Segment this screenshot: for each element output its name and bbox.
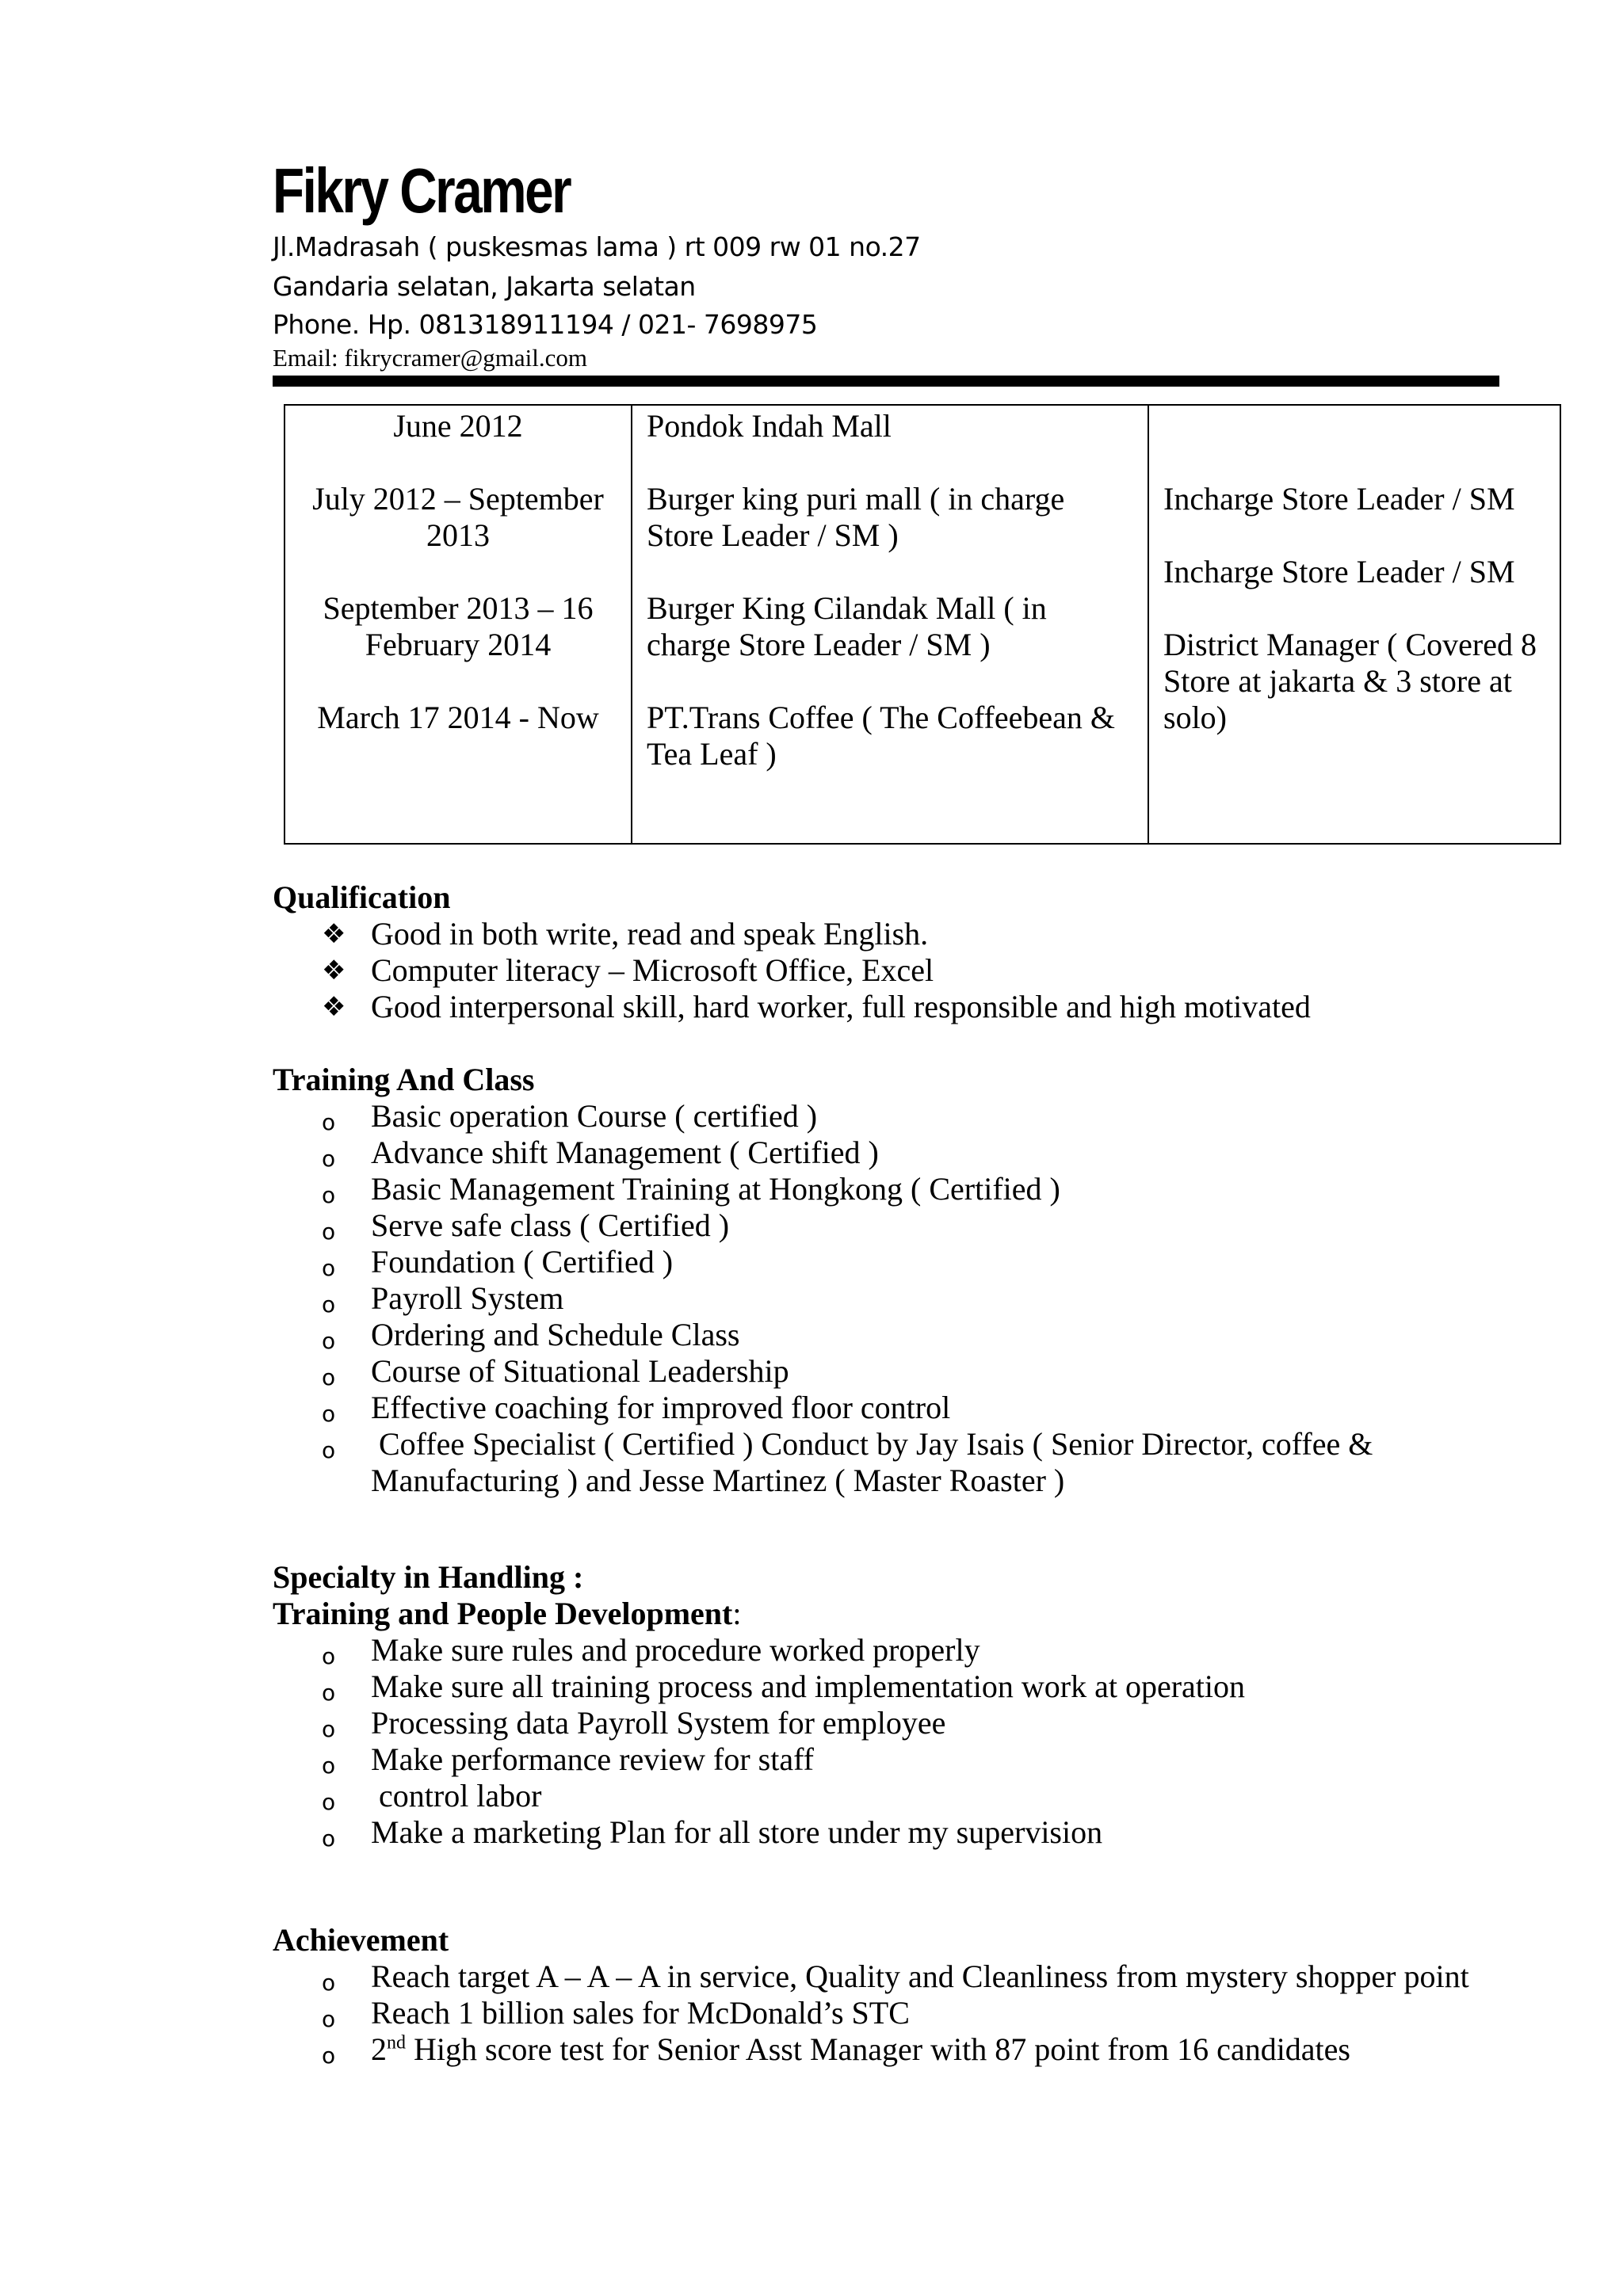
circle-bullet-icon: o bbox=[322, 1364, 336, 1390]
list-item-text: Advance shift Management ( Certified ) bbox=[371, 1135, 879, 1170]
experience-date: March 17 2014 - Now bbox=[317, 700, 599, 735]
experience-dates-column bbox=[285, 405, 632, 844]
list-item bbox=[273, 1958, 1509, 1995]
list-item-text bbox=[371, 2031, 1350, 2067]
email-line: Email: fikrycramer@gmail.com bbox=[273, 344, 587, 372]
experience-place: PT.Trans Coffee ( The Coffeebean & Tea Leaf ) bbox=[647, 700, 1115, 772]
list-item bbox=[273, 1426, 1509, 1499]
experience-role: Incharge Store Leader / SM bbox=[1163, 481, 1515, 517]
list-item-text: Make performance review for staff bbox=[371, 1741, 814, 1777]
experience-roles-column bbox=[1148, 405, 1560, 844]
experience-place: Burger king puri mall ( in charge Store Leader / SM ) bbox=[647, 481, 1065, 553]
list-item bbox=[273, 1317, 1509, 1353]
circle-bullet-icon: o bbox=[322, 1970, 336, 1996]
list-item bbox=[273, 952, 1509, 989]
list-item bbox=[273, 1280, 1509, 1317]
achievement-heading: Achievement bbox=[273, 1922, 449, 1958]
experience-role: District Manager ( Covered 8 Store at jakarta & 3 store at solo) bbox=[1163, 627, 1537, 735]
list-item-text: Make sure all training process and implementation work at operation bbox=[371, 1669, 1246, 1704]
list-item-text: Serve safe class ( Certified ) bbox=[371, 1207, 730, 1243]
circle-bullet-icon: o bbox=[322, 1643, 336, 1669]
list-item bbox=[273, 1171, 1509, 1207]
training-section bbox=[273, 1062, 1509, 1499]
header-divider bbox=[273, 376, 1499, 387]
ordinal-suffix: nd bbox=[387, 2032, 406, 2054]
circle-bullet-icon: o bbox=[322, 1437, 336, 1463]
circle-bullet-icon: o bbox=[322, 1825, 336, 1852]
phone-line: Phone. Hp. 081318911194 / 021- 7698975 bbox=[273, 309, 818, 340]
diamond-bullet-icon: ❖ bbox=[322, 991, 346, 1023]
specialty-section bbox=[273, 1559, 1509, 1851]
list-item-text: Make sure rules and procedure worked properly bbox=[371, 1632, 980, 1668]
circle-bullet-icon: o bbox=[322, 1328, 336, 1354]
list-item-text: Reach target A – A – A in service, Quality and Cleanliness from mystery shopper point bbox=[371, 1958, 1469, 1994]
circle-bullet-icon: o bbox=[322, 1716, 336, 1742]
list-item bbox=[273, 2031, 1509, 2068]
training-list bbox=[273, 1098, 1509, 1499]
circle-bullet-icon: o bbox=[322, 1401, 336, 1427]
list-item bbox=[273, 1207, 1509, 1244]
specialty-subheading-colon: : bbox=[732, 1596, 742, 1631]
experience-place: Burger King Cilandak Mall ( in charge Store Leader / SM ) bbox=[647, 590, 1047, 662]
achievement-list bbox=[273, 1958, 1509, 2068]
list-item-text: Basic operation Course ( certified ) bbox=[371, 1098, 818, 1134]
list-item bbox=[273, 1244, 1509, 1280]
list-item-text: Coffee Specialist ( Certified ) Conduct by Jay Isais ( Senior Director, coffee & Manufacturing ) and Jesse Martinez ( Master Roaster ) bbox=[371, 1426, 1381, 1498]
list-item-text: Course of Situational Leadership bbox=[371, 1353, 789, 1389]
list-item bbox=[273, 1705, 1509, 1741]
circle-bullet-icon: o bbox=[322, 1109, 336, 1135]
qualification-section bbox=[273, 879, 1509, 1025]
list-item bbox=[273, 1669, 1509, 1705]
experience-role: Incharge Store Leader / SM bbox=[1163, 554, 1515, 589]
experience-date: June 2012 bbox=[393, 408, 523, 444]
circle-bullet-icon: o bbox=[322, 1789, 336, 1815]
list-item bbox=[273, 989, 1509, 1025]
experience-places-column bbox=[632, 405, 1148, 844]
training-heading: Training And Class bbox=[273, 1062, 535, 1097]
list-item bbox=[273, 1098, 1509, 1135]
list-item bbox=[273, 1353, 1509, 1390]
list-item-text: Payroll System bbox=[371, 1280, 564, 1316]
list-item bbox=[273, 1390, 1509, 1426]
list-item bbox=[273, 1814, 1509, 1851]
circle-bullet-icon: o bbox=[322, 1680, 336, 1706]
experience-date: September 2013 – 16 February 2014 bbox=[323, 590, 594, 662]
list-item bbox=[273, 1995, 1509, 2031]
candidate-name: Fikry Cramer bbox=[273, 155, 571, 226]
circle-bullet-icon: o bbox=[322, 1182, 336, 1208]
list-item-text: Processing data Payroll System for employee bbox=[371, 1705, 946, 1741]
experience-role bbox=[1163, 408, 1545, 444]
list-item bbox=[273, 916, 1509, 952]
specialty-list bbox=[273, 1632, 1509, 1851]
list-item-text: Make a marketing Plan for all store under my supervision bbox=[371, 1814, 1103, 1850]
experience-place: Pondok Indah Mall bbox=[647, 408, 892, 444]
circle-bullet-icon: o bbox=[322, 1291, 336, 1318]
achievement-section bbox=[273, 1922, 1509, 2068]
list-item bbox=[273, 1741, 1509, 1778]
list-item-text: Foundation ( Certified ) bbox=[371, 1244, 674, 1280]
circle-bullet-icon: o bbox=[322, 1753, 336, 1779]
experience-date: July 2012 – September 2013 bbox=[312, 481, 604, 553]
list-item bbox=[273, 1778, 1509, 1814]
ordinal-number: 2 bbox=[371, 2031, 387, 2067]
list-item-text: control labor bbox=[371, 1778, 542, 1814]
list-item bbox=[273, 1632, 1509, 1669]
circle-bullet-icon: o bbox=[322, 1219, 336, 1245]
circle-bullet-icon: o bbox=[322, 1255, 336, 1281]
list-item-text: Basic Management Training at Hongkong ( Certified ) bbox=[371, 1171, 1060, 1207]
list-item-text: Computer literacy – Microsoft Office, Excel bbox=[371, 952, 934, 988]
list-item-text: Good interpersonal skill, hard worker, full responsible and high motivated bbox=[371, 989, 1311, 1024]
list-item-text: Effective coaching for improved floor control bbox=[371, 1390, 951, 1425]
circle-bullet-icon: o bbox=[322, 2042, 336, 2069]
specialty-subheading-line bbox=[273, 1596, 1509, 1632]
specialty-heading: Specialty in Handling : bbox=[273, 1559, 584, 1595]
circle-bullet-icon: o bbox=[322, 1146, 336, 1172]
achievement-text: High score test for Senior Asst Manager with 87 point from 16 candidates bbox=[406, 2031, 1350, 2067]
experience-row bbox=[285, 405, 1560, 844]
address-line-1: Jl.Madrasah ( puskesmas lama ) rt 009 rw 01 no.27 bbox=[273, 231, 921, 262]
diamond-bullet-icon: ❖ bbox=[322, 918, 346, 950]
address-line-2: Gandaria selatan, Jakarta selatan bbox=[273, 271, 696, 302]
diamond-bullet-icon: ❖ bbox=[322, 955, 346, 986]
qualification-list bbox=[273, 916, 1509, 1025]
circle-bullet-icon: o bbox=[322, 2006, 336, 2032]
list-item-text: Ordering and Schedule Class bbox=[371, 1317, 740, 1352]
experience-table bbox=[284, 404, 1561, 845]
list-item bbox=[273, 1135, 1509, 1171]
list-item-text: Good in both write, read and speak English. bbox=[371, 916, 929, 952]
specialty-subheading: Training and People Development bbox=[273, 1596, 733, 1631]
qualification-heading: Qualification bbox=[273, 879, 451, 915]
list-item-text: Reach 1 billion sales for McDonald’s STC bbox=[371, 1995, 910, 2031]
